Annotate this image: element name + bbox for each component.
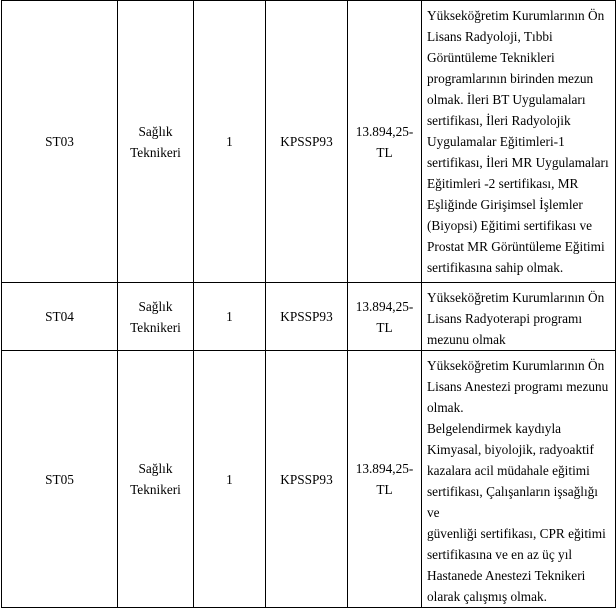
position-score-type <box>266 283 348 351</box>
position-code <box>2 351 118 608</box>
position-title <box>118 1 194 283</box>
position-quantity-text: 1 <box>226 471 233 487</box>
positions-table <box>1 0 616 608</box>
position-salary <box>348 283 422 351</box>
position-requirements: Yükseköğretim Kurumlarının Ön Lisans Radyoterapi programı mezunu olmak <box>422 283 616 351</box>
table-row <box>2 351 616 608</box>
position-salary <box>348 351 422 608</box>
position-title-text: Sağlık Teknikeri <box>130 461 181 497</box>
table-row <box>2 283 616 351</box>
position-title-text: Sağlık Teknikeri <box>130 123 181 160</box>
position-title <box>118 283 194 351</box>
position-quantity <box>194 351 266 608</box>
position-code <box>2 283 118 351</box>
position-score-type-text: KPSSP93 <box>280 309 333 324</box>
position-salary-text: 13.894,25-TL <box>355 298 414 335</box>
position-score-type <box>266 1 348 283</box>
position-title <box>118 351 194 608</box>
position-salary-text: 13.894,25-TL <box>355 461 414 497</box>
position-score-type <box>266 351 348 608</box>
position-quantity-text: 1 <box>226 134 233 149</box>
position-code-text: ST05 <box>45 471 74 487</box>
position-quantity <box>194 1 266 283</box>
position-requirements: Yükseköğretim Kurumlarının Ön Lisans Anestezi programı mezunu olmak. Belgelendirmek kaydıyla Kimyasal, biyolojik, radyoaktif kazalara acil müdahale eğitimi sertifikası, Çalışanların işsağlığı ve güvenliği sertifikası, CPR eğitimi sertifikasına ve en az üç yıl Hastanede Anestezi Teknikeri olarak çalışmış olmak. <box>422 351 616 608</box>
position-quantity <box>194 283 266 351</box>
position-requirements: Yükseköğretim Kurumlarının Ön Lisans Radyoloji, Tıbbi Görüntüleme Teknikleri programlarının birinden mezun olmak. İleri BT Uygulamaları sertifikası, İleri Radyolojik Uygulamalar Eğitimleri-1 sertifikası, İleri MR Uygulamaları Eğitimleri -2 sertifikası, MR Eşliğinde Girişimsel İşlemler (Biyopsi) Eğitimi sertifikası ve Prostat MR Görüntüleme Eğitimi sertifikasına sahip olmak. <box>422 1 616 283</box>
position-quantity-text: 1 <box>226 309 233 324</box>
position-score-type-text: KPSSP93 <box>280 471 333 487</box>
table-row <box>2 1 616 283</box>
position-score-type-text: KPSSP93 <box>280 134 333 149</box>
position-code-text: ST04 <box>45 309 74 324</box>
position-code <box>2 1 118 283</box>
position-salary <box>348 1 422 283</box>
position-title-text: Sağlık Teknikeri <box>130 298 181 335</box>
position-salary-text: 13.894,25-TL <box>355 123 414 160</box>
position-code-text: ST03 <box>45 134 74 149</box>
